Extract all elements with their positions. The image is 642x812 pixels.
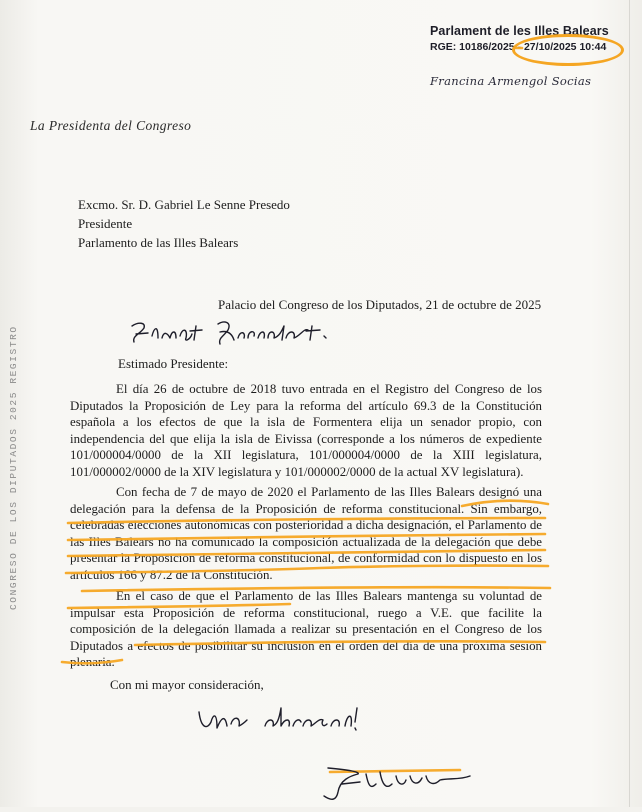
stamp-institution: Parlament de les Illes Balears [430,24,609,38]
handwritten-greeting [128,316,358,357]
letterhead: La Presidenta del Congreso [30,118,192,133]
signature [320,762,480,812]
paragraph-2: Con fecha de 7 de mayo de 2020 el Parlamento de las Illes Balears designó una delegación para la defensa de la Proposición de reforma constitucional. Sin embargo, celebradas elecciones autonómicas con posterioridad a dicha designación, el Parlamento de las Illes Balears no ha comunicado la composición actualizada de la delegación que debe presentar la Proposición de reforma constitucional, de conformidad con lo dispuesto en los artículos 166 y 87.2 de la Constitución. [70,485,542,582]
margin-registry-text: CONGRESO DE LOS DIPUTADOS 2025 REGISTRO [8,325,19,610]
addressee-title: Presidente [78,216,133,231]
handwritten-closing [195,700,395,745]
addressee-name: Excmo. Sr. D. Gabriel Le Senne Presedo [78,197,290,212]
place-date: Palacio del Congreso de los Diputados, 21 de octubre de 2025 [218,297,542,312]
paragraph-3: En el caso de que el Parlamento de las Illes Balears mantenga su voluntad de impulsar esta Proposición de reforma constitucional, ruego a V.E. que facilite la composición de la delegación llamada a realizar su presentación en el Congreso de los Diputados a efectos de posibilitar su inclusión en el orden del día de una próxima sesión plenaria. [70,589,542,670]
addressee-block [78,195,290,252]
stamp-signature-name: Francina Armengol Socias [430,74,592,88]
stamp-highlight-circle [512,34,624,66]
salutation: Estimado Presidente: [118,356,229,371]
paper-edge [629,0,630,807]
stamp-registry-number: RGE: 10186/2025 - 27/10/2025 10:44 [430,41,607,53]
paragraph-1: El día 26 de octubre de 2018 tuvo entrada en el Registro del Congreso de los Diputados la Proposición de Ley para la reforma del artículo 69.3 de la Constitución española a los efectos de que la isla de Formentera elija un senador propio, con independencia del que elija la isla de Eivissa (corresponde a los números de expediente 101/000004/0000 de la XII legislatura, 101/000004/0000 de la XIII legislatura, 101/000002/0000 de la XIV legislatura y 101/000002/0000 de la actual XV legislatura). [70,382,542,479]
addressee-institution: Parlamento de las Illes Balears [78,235,239,250]
closing: Con mi mayor consideración, [110,677,264,692]
